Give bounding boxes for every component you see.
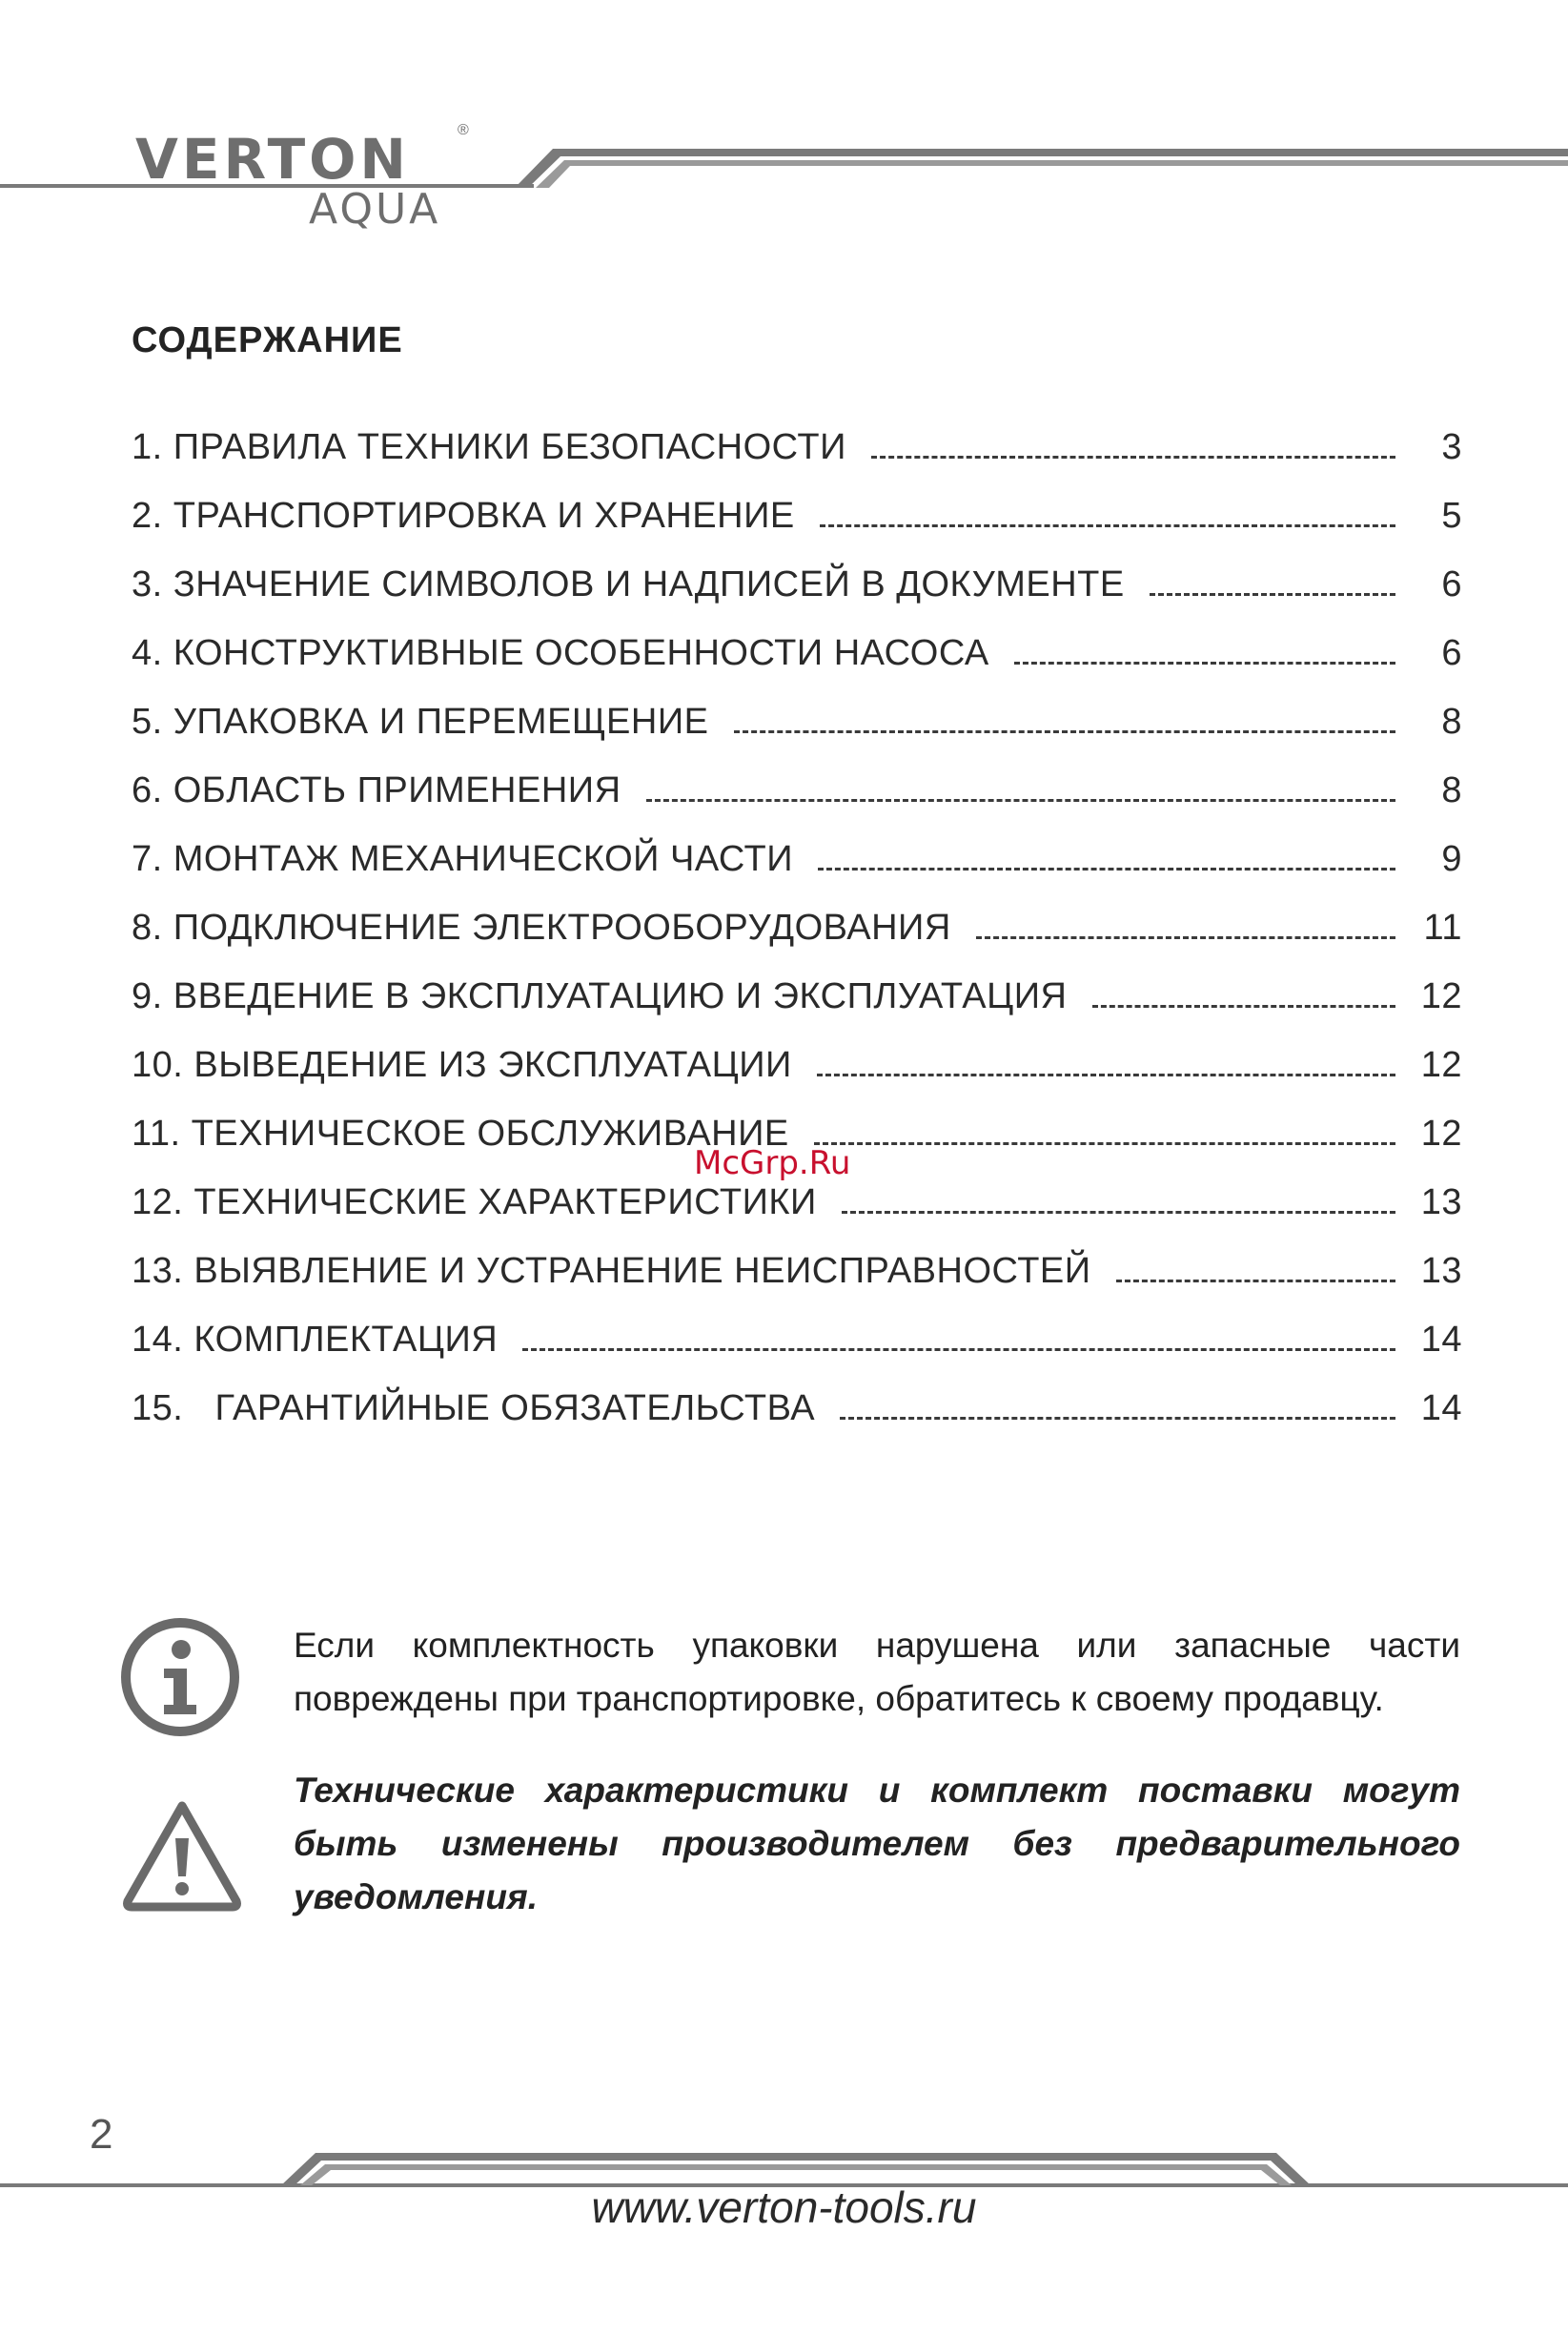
toc-entry[interactable] — [132, 1251, 1462, 1320]
toc-entry-label: 9. ВВЕДЕНИЕ В ЭКСПЛУАТАЦИЮ И ЭКСПЛУАТАЦИЯ — [132, 976, 1068, 1016]
brand-name: VERTON — [135, 127, 410, 192]
toc-leader — [1092, 1005, 1395, 1008]
toc-leader — [840, 1417, 1395, 1420]
brand-logo — [135, 122, 479, 236]
info-note-text: Если комплектность упаковки нарушена или запасные части повреждены при транспортировке, обратитесь к своему продавцу. — [294, 1626, 1460, 1718]
website-url[interactable]: www.verton-tools.ru — [591, 2182, 977, 2232]
header-decoration — [515, 145, 1568, 191]
toc-entry[interactable] — [132, 702, 1462, 770]
toc-entry-page: 11 — [1423, 908, 1462, 948]
toc-entry-page: 13 — [1420, 1251, 1462, 1291]
toc-entry-label: 6. ОБЛАСТЬ ПРИМЕНЕНИЯ — [132, 770, 621, 810]
toc-leader — [522, 1348, 1395, 1351]
toc-entry[interactable] — [132, 1320, 1462, 1388]
toc-entry-label: 4. КОНСТРУКТИВНЫЕ ОСОБЕННОСТИ НАСОСА — [132, 633, 989, 673]
toc-entry-label: 1. ПРАВИЛА ТЕХНИКИ БЕЗОПАСНОСТИ — [132, 427, 846, 467]
table-of-contents — [132, 427, 1462, 1457]
registered-mark: ® — [458, 122, 469, 138]
toc-entry-label: 10. ВЫВЕДЕНИЕ ИЗ ЭКСПЛУАТАЦИИ — [132, 1045, 792, 1085]
info-circle-icon — [118, 1615, 242, 1739]
watermark: McGrp.Ru — [694, 1144, 851, 1182]
toc-entry[interactable] — [132, 1388, 1462, 1457]
toc-entry-page: 8 — [1441, 702, 1462, 742]
toc-entry-label: 12. ТЕХНИЧЕСКИЕ ХАРАКТЕРИСТИКИ — [132, 1182, 817, 1222]
page-title: СОДЕРЖАНИЕ — [132, 320, 403, 360]
toc-entry-page: 6 — [1441, 633, 1462, 673]
toc-entry-label: 15. ГАРАНТИЙНЫЕ ОБЯЗАТЕЛЬСТВА — [132, 1388, 816, 1428]
toc-leader — [1150, 593, 1395, 596]
toc-entry-label: 5. УПАКОВКА И ПЕРЕМЕЩЕНИЕ — [132, 702, 709, 742]
toc-entry-label: 8. ПОДКЛЮЧЕНИЕ ЭЛЕКТРООБОРУДОВАНИЯ — [132, 908, 951, 948]
toc-leader — [842, 1211, 1395, 1214]
toc-entry[interactable] — [132, 496, 1462, 564]
toc-entry-page: 13 — [1420, 1182, 1462, 1222]
toc-leader — [818, 868, 1395, 871]
toc-entry-label: 2. ТРАНСПОРТИРОВКА И ХРАНЕНИЕ — [132, 496, 795, 536]
toc-leader — [817, 1074, 1395, 1076]
toc-leader — [814, 1142, 1395, 1145]
sub-brand-name: AQUA — [309, 185, 441, 234]
toc-entry-page: 6 — [1441, 564, 1462, 604]
toc-entry-label: 14. КОМПЛЕКТАЦИЯ — [132, 1320, 499, 1360]
toc-leader — [1014, 662, 1395, 665]
warning-triangle-icon — [120, 1792, 244, 1916]
toc-entry[interactable] — [132, 1182, 1462, 1251]
toc-entry[interactable] — [132, 976, 1462, 1045]
toc-leader — [976, 936, 1395, 939]
toc-leader — [734, 730, 1396, 733]
toc-entry[interactable] — [132, 427, 1462, 496]
toc-entry-page: 12 — [1420, 976, 1462, 1016]
toc-entry[interactable] — [132, 770, 1462, 839]
toc-entry-label: 3. ЗНАЧЕНИЕ СИМВОЛОВ И НАДПИСЕЙ В ДОКУМЕНТЕ — [132, 564, 1125, 604]
toc-entry[interactable] — [132, 839, 1462, 908]
toc-entry-page: 5 — [1441, 496, 1462, 536]
toc-entry-page: 14 — [1420, 1388, 1462, 1428]
toc-entry[interactable] — [132, 908, 1462, 976]
toc-entry-page: 3 — [1441, 427, 1462, 467]
toc-leader — [820, 524, 1395, 527]
toc-leader — [646, 799, 1395, 802]
toc-entry-page: 12 — [1420, 1114, 1462, 1154]
toc-entry-label: 11. ТЕХНИЧЕСКОЕ ОБСЛУЖИВАНИЕ — [132, 1114, 789, 1154]
toc-entry-page: 12 — [1420, 1045, 1462, 1085]
toc-entry-label: 7. МОНТАЖ МЕХАНИЧЕСКОЙ ЧАСТИ — [132, 839, 794, 879]
toc-leader — [871, 456, 1395, 459]
toc-entry[interactable] — [132, 1045, 1462, 1114]
toc-entry-page: 14 — [1420, 1320, 1462, 1360]
toc-entry[interactable] — [132, 564, 1462, 633]
toc-entry-page: 9 — [1441, 839, 1462, 879]
toc-entry-label: 13. ВЫЯВЛЕНИЕ И УСТРАНЕНИЕ НЕИСПРАВНОСТЕЙ — [132, 1251, 1091, 1291]
page-number: 2 — [90, 2111, 113, 2158]
toc-entry-page: 8 — [1441, 770, 1462, 810]
warning-note-text: Технические характеристики и комплект поставки могут быть изменены производителем без предварительного уведомления. — [294, 1771, 1460, 1916]
toc-leader — [1116, 1280, 1395, 1282]
toc-entry[interactable] — [132, 633, 1462, 702]
